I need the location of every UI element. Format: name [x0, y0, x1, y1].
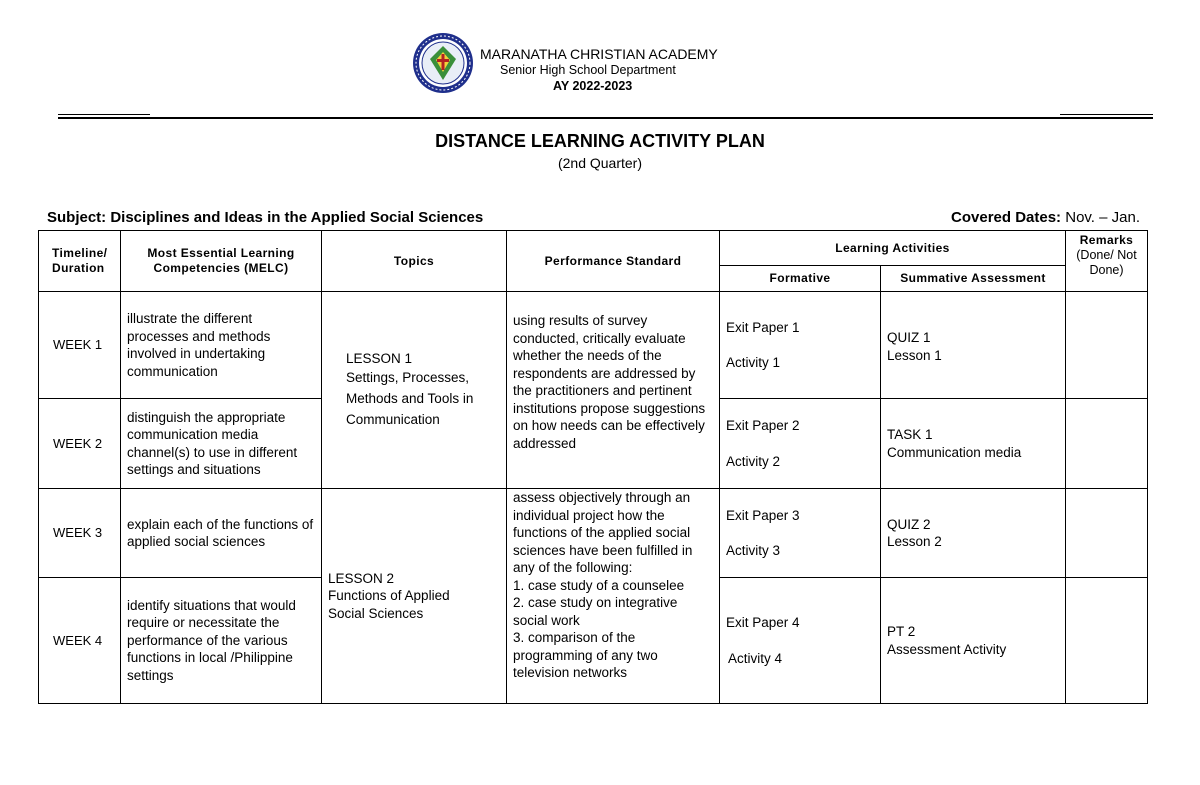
lesson-2-performance-intro: assess objectively through an individual project how the functions of the applied social sciences have been fulfilled in any of the following:	[513, 490, 693, 575]
summative-cell	[881, 489, 1066, 578]
lesson-2-topic	[322, 489, 507, 704]
week-cell: WEEK 4	[39, 578, 121, 704]
formative-exit-paper: Exit Paper 4	[726, 615, 800, 630]
header-formative: Formative	[720, 266, 881, 292]
summative-cell	[881, 578, 1066, 704]
summative-detail: Communication media	[887, 444, 1022, 460]
header-summative: Summative Assessment	[881, 266, 1066, 292]
department-name: Senior High School Department	[500, 63, 676, 77]
formative-activity: Activity 4	[728, 650, 783, 666]
week-cell: WEEK 3	[39, 489, 121, 578]
table-row	[39, 292, 1148, 399]
summative-title: QUIZ 1	[887, 330, 931, 345]
school-header	[480, 46, 780, 94]
header-performance-standard: Performance Standard	[507, 231, 720, 292]
header-remarks-label: Remarks	[1079, 233, 1134, 247]
summative-cell	[881, 292, 1066, 399]
lesson-1-topic	[322, 292, 507, 489]
subject-line: Subject: Disciplines and Ideas in the Applied Social Sciences	[47, 209, 484, 226]
formative-activity: Activity 1	[726, 355, 781, 370]
remarks-cell	[1066, 578, 1148, 704]
page-subtitle: (2nd Quarter)	[557, 155, 643, 171]
school-name: MARANATHA CHRISTIAN ACADEMY	[480, 46, 718, 62]
summative-cell	[881, 399, 1066, 489]
formative-activity: Activity 2	[726, 453, 781, 469]
header-divider	[58, 117, 1153, 119]
formative-cell	[720, 292, 881, 399]
header-divider-thin-left	[58, 114, 150, 115]
remarks-cell	[1066, 489, 1148, 578]
performance-item: 2. case study on integrative social work	[513, 595, 678, 628]
formative-cell	[720, 578, 881, 704]
header-topics: Topics	[322, 231, 507, 292]
header-remarks	[1066, 231, 1148, 292]
header-divider-thin-right	[1060, 114, 1153, 115]
table-row	[39, 489, 1148, 578]
activity-plan-table	[38, 230, 1148, 704]
formative-exit-paper: Exit Paper 2	[726, 418, 800, 433]
remarks-cell	[1066, 292, 1148, 399]
melc-cell: illustrate the different processes and methods involved in undertaking communication	[121, 292, 322, 399]
lesson-2-performance-standard	[507, 489, 720, 704]
header-remarks-sub: (Done/ Not Done)	[1076, 248, 1137, 277]
lesson-1-performance-standard: using results of survey conducted, critically evaluate whether the needs of the respondents are addressed by the practitioners and pertinent institutions propose suggestions on how needs can be effectively addressed	[507, 292, 720, 489]
summative-detail: Lesson 2	[887, 534, 942, 549]
header-melc: Most Essential Learning Competencies (MELC)	[121, 231, 322, 292]
week-cell: WEEK 1	[39, 292, 121, 399]
formative-exit-paper: Exit Paper 1	[726, 319, 800, 335]
lesson-2-body: Functions of Applied Social Sciences	[328, 588, 450, 621]
header-learning-activities: Learning Activities	[720, 231, 1066, 266]
covered-dates	[951, 209, 1140, 226]
covered-dates-label: Covered Dates:	[951, 209, 1062, 226]
performance-item: 3. comparison of the programming of any two television networks	[513, 630, 658, 680]
page-title: DISTANCE LEARNING ACTIVITY PLAN	[435, 131, 765, 151]
performance-item: 1. case study of a counselee	[513, 577, 685, 593]
school-seal-icon	[412, 32, 474, 94]
summative-title: QUIZ 2	[887, 516, 931, 532]
formative-cell	[720, 489, 881, 578]
melc-cell: distinguish the appropriate communication media channel(s) to use in different settings and situations	[121, 399, 322, 489]
melc-cell: identify situations that would require or necessitate the performance of the various functions in local /Philippine settings	[121, 578, 322, 704]
academic-year: AY 2022-2023	[553, 79, 633, 93]
covered-dates-value: Nov. – Jan.	[1061, 209, 1140, 226]
lesson-1-title: LESSON 1	[346, 350, 413, 366]
formative-cell	[720, 399, 881, 489]
summative-detail: Lesson 1	[887, 347, 942, 363]
formative-activity: Activity 3	[726, 543, 781, 558]
header-timeline: Timeline/ Duration	[39, 231, 121, 292]
summative-detail: Assessment Activity	[887, 641, 1007, 657]
week-cell: WEEK 2	[39, 399, 121, 489]
formative-exit-paper: Exit Paper 3	[726, 507, 800, 523]
summative-title: TASK 1	[887, 427, 933, 442]
remarks-cell	[1066, 399, 1148, 489]
summative-title: PT 2	[887, 624, 916, 639]
melc-cell: explain each of the functions of applied social sciences	[121, 489, 322, 578]
lesson-1-body: Settings, Processes, Methods and Tools in Communication	[346, 370, 474, 428]
lesson-2-title: LESSON 2	[328, 570, 395, 586]
